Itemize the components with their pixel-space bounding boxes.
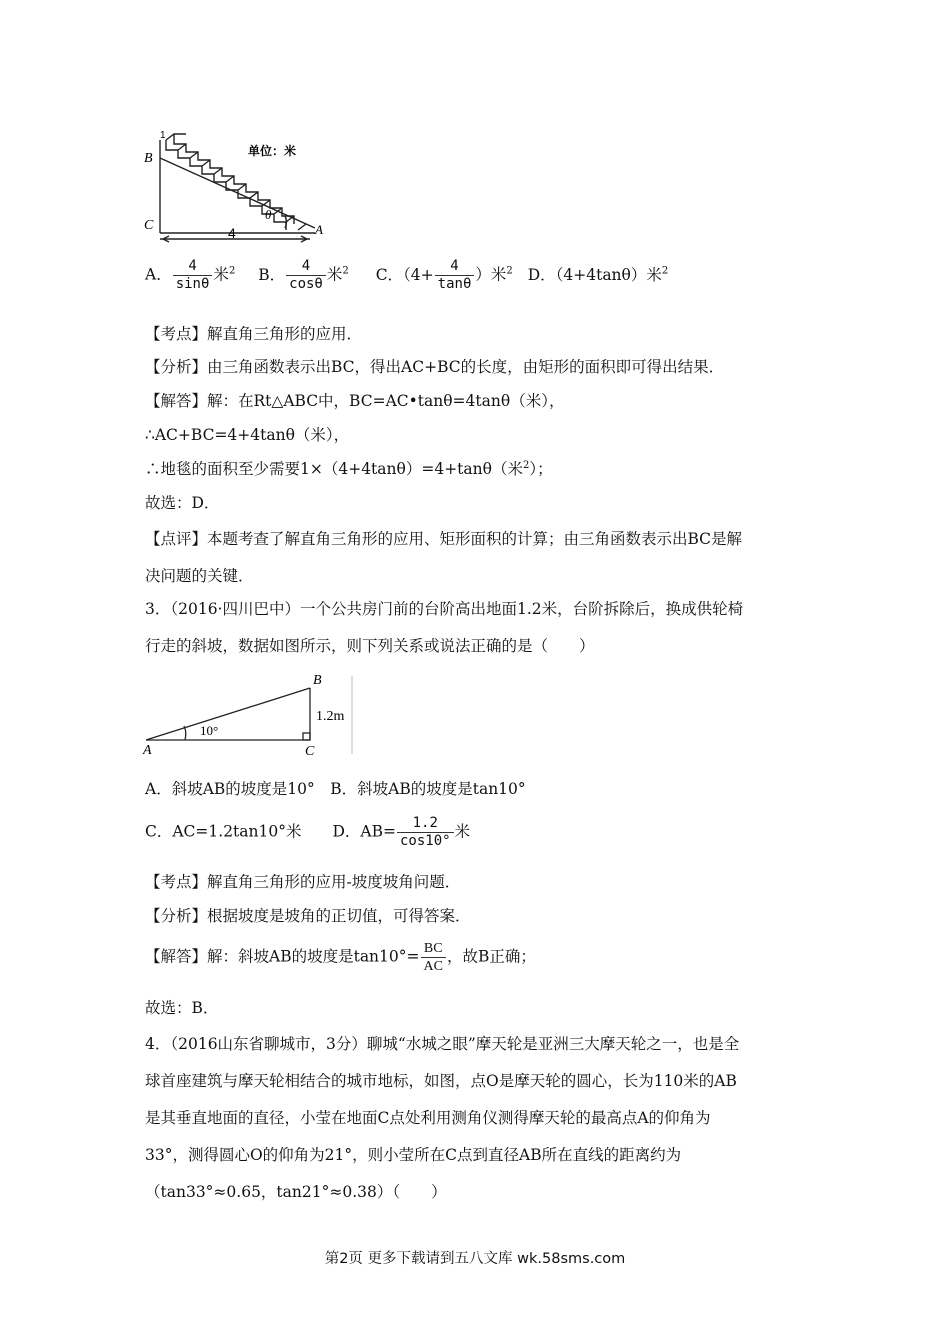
q2-fenxi: 【分析】由三角函数表示出BC，得出AC+BC的长度，由矩形的面积即可得出结果． bbox=[145, 358, 725, 376]
fig1-unit-note: 单位：米 bbox=[248, 144, 297, 158]
q2-kaodian: 【考点】解直角三角形的应用． bbox=[145, 325, 363, 343]
q4-line-3: 是其垂直地面的直径，小莹在地面C点处利用测角仪测得摩天轮的最高点A的仰角为 bbox=[145, 1109, 711, 1127]
q2-dianping-2: 决问题的关键． bbox=[145, 567, 254, 585]
q3-options-cd: C．AC=1.2tan10°米 D．AB= $\frac{1.2}{\cos 10^\circ}$ 米 bbox=[145, 815, 471, 849]
q3-kaodian: 【考点】解直角三角形的应用-坡度坡角问题． bbox=[145, 873, 461, 891]
fig1-label-a: A bbox=[315, 222, 323, 237]
option-c-fraction: $\frac{4}{\tan\theta}$ bbox=[435, 258, 475, 293]
q4-line-2: 球首座建筑与摩天轮相结合的城市地标，如图，点O是摩天轮的圆心，长为110米的AB bbox=[145, 1072, 737, 1090]
q3-stem-line-2: 行走的斜坡，数据如图所示，则下列关系或说法正确的是（ ） bbox=[145, 637, 595, 655]
slope-figure bbox=[140, 668, 360, 760]
q2-answer: 故选：D． bbox=[145, 494, 220, 512]
q2-step1: ∴AC+BC=4+4tanθ（米）， bbox=[145, 426, 350, 444]
fig1-label-c: C bbox=[144, 218, 154, 233]
option-a-fraction: $\frac{4}{\sin\theta}$ bbox=[173, 258, 213, 293]
q4-line-5: （tan33°≈0.65，tan21°≈0.38）（ ） bbox=[145, 1183, 447, 1201]
q4-line-1: 4．（2016山东省聊城市，3分）聊城“水城之眼”摩天轮是亚洲三大摩天轮之一，也是全 bbox=[145, 1035, 740, 1053]
jieda-fraction: $\frac{BC}{AC}$ bbox=[421, 940, 446, 975]
option-b-fraction: $\frac{4}{\cos\theta}$ bbox=[286, 258, 326, 293]
q2-jieda: 【解答】解：在Rt△ABC中，BC=AC•tanθ=4tanθ（米）， bbox=[145, 392, 565, 410]
fig1-label-1: 1 bbox=[160, 130, 166, 141]
option-d-fraction: $\frac{1.2}{\cos 10^\circ}$ bbox=[397, 815, 454, 850]
fig2-label-c: C bbox=[305, 744, 315, 759]
fig1-label-4: 4 bbox=[228, 225, 236, 241]
q3-options-ab: A．斜坡AB的坡度是10° B．斜坡AB的坡度是tan10° bbox=[145, 780, 526, 798]
fig2-angle: 10° bbox=[200, 723, 219, 738]
fig2-label-a: A bbox=[143, 743, 152, 758]
q2-options: A． $\frac{4}{\sin\theta}$ 米$^2$ B． $\frac{4}{\cos\theta}$ 米$^2$ C．（4+ $\frac{4}{\tan\theta}$ ）米$^2$ D．（4+4tanθ）米$^2$ bbox=[145, 258, 669, 292]
fig1-label-b: B bbox=[144, 151, 153, 166]
q4-line-4: 33°，测得圆心O的仰角为21°，则小莹所在C点到直径AB所在直线的距离约为 bbox=[145, 1146, 682, 1164]
q2-step2: ∴地毯的面积至少需要1×（4+4tanθ）=4+tanθ（米$^2$）； bbox=[145, 459, 553, 478]
q3-stem-line-1: 3．（2016·四川巴中）一个公共房门前的台阶高出地面1.2米，台阶拆除后，换成供轮椅 bbox=[145, 600, 744, 618]
fig2-height: 1.2m bbox=[316, 709, 345, 724]
q3-fenxi: 【分析】根据坡度是坡角的正切值，可得答案． bbox=[145, 907, 471, 925]
page-footer: 第2页 更多下载请到五八文库 wk.58sms.com bbox=[324, 1251, 626, 1267]
q2-dianping-1: 【点评】本题考查了解直角三角形的应用、矩形面积的计算；由三角函数表示出BC是解 bbox=[145, 530, 743, 548]
fig2-label-b: B bbox=[313, 673, 322, 688]
q3-jieda: 【解答】解：斜坡AB的坡度是tan10°= $\frac{BC}{AC}$ ，故B正确； bbox=[145, 941, 536, 974]
q3-answer: 故选：B． bbox=[145, 999, 219, 1017]
fig1-theta: θ bbox=[265, 207, 272, 222]
staircase-figure bbox=[140, 128, 335, 243]
